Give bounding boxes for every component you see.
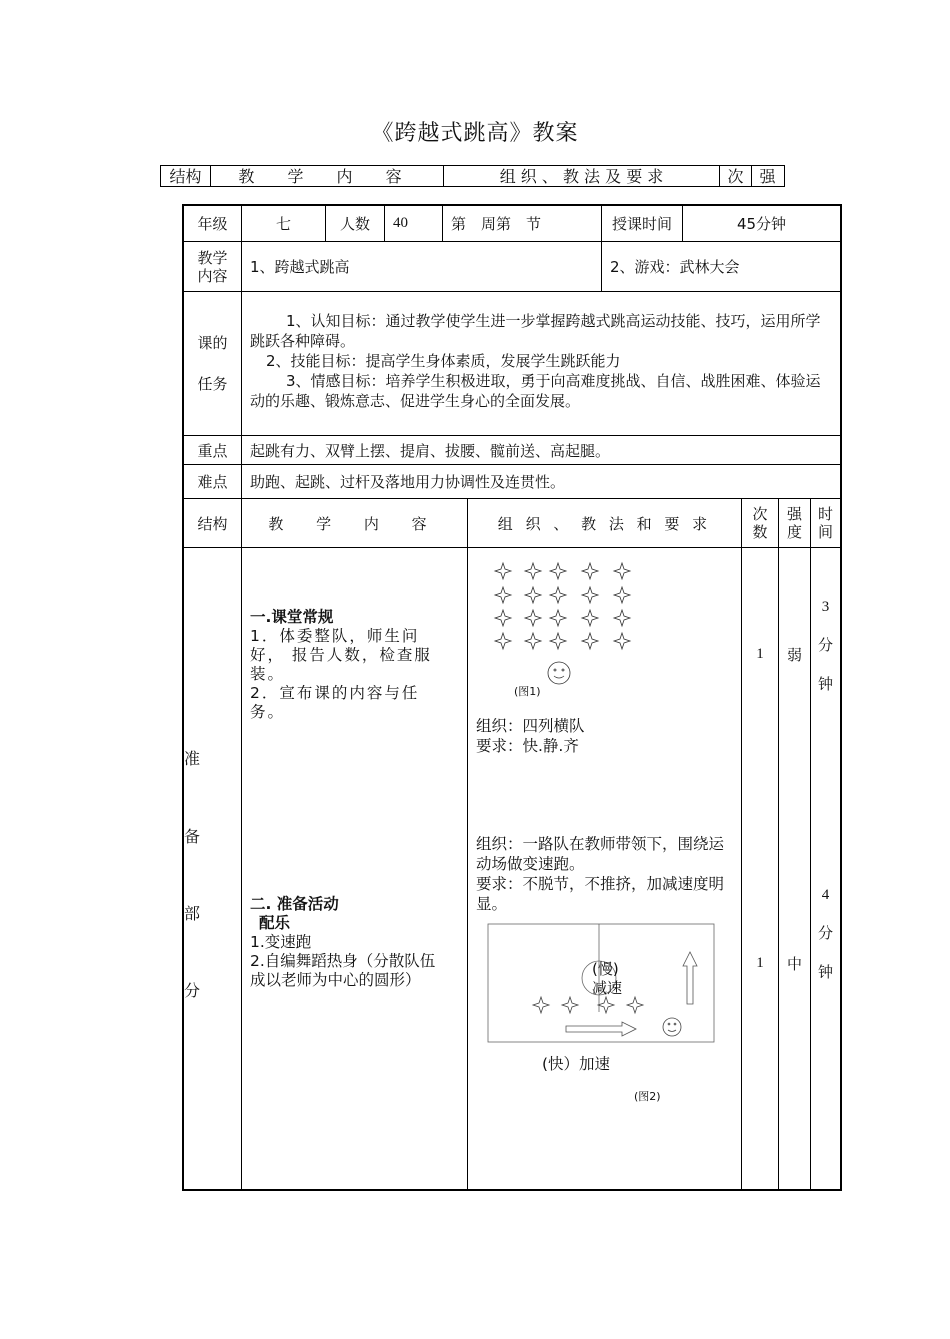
warmup-org-block xyxy=(476,834,738,914)
student-star xyxy=(582,633,598,649)
routine-block xyxy=(250,608,450,722)
warmup-duration-2: 分 xyxy=(817,926,833,942)
student-star xyxy=(495,633,511,649)
teacher-face-icon xyxy=(663,1018,681,1036)
runner-stars xyxy=(533,997,643,1013)
warmup-block xyxy=(250,895,450,990)
warmup-times: 1 xyxy=(756,954,764,971)
student-star xyxy=(550,587,566,603)
figure-1-caption: (图1) xyxy=(514,685,541,698)
strip-content: 教 学 内 容 xyxy=(211,166,444,186)
teaching-content-item-1: 1、跨越式跳高 xyxy=(250,258,350,276)
class-time-value: 45分钟 xyxy=(736,215,787,233)
warmup-duration-3: 钟 xyxy=(817,965,833,981)
strip-intensity: 强 xyxy=(759,167,776,186)
lesson-tasks xyxy=(250,311,834,431)
h2-intensity: 强 度 xyxy=(786,505,802,541)
header-strip xyxy=(160,165,785,187)
task-affective: 3、情感目标：培养学生积极进取，勇于向高难度挑战、自信、战胜困难、体验运动的乐趣、锻炼意志、促进学生身心的全面发展。 xyxy=(250,372,821,410)
strip-structure: 结构 xyxy=(161,166,211,186)
grade-value: 七 xyxy=(275,215,291,233)
strip-method: 组 织 、 教 法 及 要 求 xyxy=(444,166,720,186)
page-title: 《跨越式跳高》教案 xyxy=(371,121,579,146)
student-star xyxy=(614,563,630,579)
difficulty-text: 助跑、起跳、过杆及落地用力协调性及连贯性。 xyxy=(250,473,566,491)
lesson-task-label-1: 课的 xyxy=(197,334,228,352)
strip-times: 次 xyxy=(720,166,752,186)
week-period: 第 周第 节 xyxy=(451,215,542,233)
student-star xyxy=(550,610,566,626)
routine-duration-1: 3 xyxy=(821,599,830,615)
teaching-content-label: 教学 内容 xyxy=(197,248,228,285)
teaching-content-item-2: 2、游戏：武林大会 xyxy=(610,258,740,276)
section-char-1: 准 xyxy=(184,749,201,768)
student-count-value: 40 xyxy=(393,215,408,231)
student-star xyxy=(582,610,598,626)
warmup-item-1: 1.变速跑 xyxy=(250,933,312,951)
routine-heading: 一.课堂常规 xyxy=(250,608,334,626)
class-time-label: 授课时间 xyxy=(611,215,672,233)
routine-org: 组织：四列横队 xyxy=(476,717,585,735)
warmup-item-2: 2.自编舞蹈热身（分散队伍成以老师为中心的圆形） xyxy=(250,952,436,989)
warmup-duration xyxy=(811,876,840,993)
warmup-intensity: 中 xyxy=(786,954,802,973)
four-row-formation xyxy=(495,563,630,649)
routine-duration-3: 钟 xyxy=(817,677,833,693)
task-cognitive: 1、认知目标：通过教学使学生进一步掌握跨越式跳高运动技能、技巧，运用所学跳跃各种障碍。 xyxy=(250,312,821,350)
student-star xyxy=(525,587,541,603)
arrow-up-icon xyxy=(683,952,697,1004)
student-star xyxy=(533,997,549,1013)
student-star xyxy=(495,610,511,626)
student-star xyxy=(562,997,578,1013)
routine-intensity: 弱 xyxy=(786,645,802,664)
routine-duration-2: 分 xyxy=(817,638,833,654)
difficulty-label: 难点 xyxy=(197,473,228,491)
student-star xyxy=(598,997,614,1013)
student-star xyxy=(614,610,630,626)
warmup-duration-1: 4 xyxy=(821,887,830,903)
routine-org-block xyxy=(476,716,736,756)
section-char-3: 部 xyxy=(184,904,201,923)
section-char-2: 备 xyxy=(184,827,201,846)
student-star xyxy=(627,997,643,1013)
slow-label: (慢) xyxy=(592,960,619,978)
student-star xyxy=(550,633,566,649)
decelerate-label: 减速 xyxy=(592,979,623,997)
student-star xyxy=(525,610,541,626)
student-star xyxy=(582,587,598,603)
teacher-face-icon xyxy=(548,662,570,684)
routine-item-2: 2．宣布课的内容与任务。 xyxy=(250,684,420,721)
student-star xyxy=(614,633,630,649)
grade-label: 年级 xyxy=(197,215,228,233)
routine-times: 1 xyxy=(756,645,764,662)
lesson-table xyxy=(182,204,842,1191)
student-star xyxy=(582,563,598,579)
key-points-text: 起跳有力、双臂上摆、提肩、拔腰、髋前送、高起腿。 xyxy=(250,441,611,460)
h2-content: 教 学 内 容 xyxy=(268,514,441,533)
student-star xyxy=(525,633,541,649)
warmup-org: 组织：一路队在教师带领下，围绕运动场做变速跑。 xyxy=(476,835,725,873)
task-skill: 2、技能目标：提高学生身体素质，发展学生跳跃能力 xyxy=(266,352,621,370)
student-star xyxy=(525,563,541,579)
student-count-label: 人数 xyxy=(339,215,370,233)
key-points-label: 重点 xyxy=(197,441,228,460)
warmup-req: 要求：不脱节，不推挤，加减速度明显。 xyxy=(476,875,725,913)
warmup-sub: 配乐 xyxy=(259,914,291,932)
lesson-task-label-2: 任务 xyxy=(197,375,228,393)
fast-accelerate-label: (快）加速 xyxy=(542,1055,611,1073)
student-star xyxy=(550,563,566,579)
h2-duration: 时 间 xyxy=(817,505,833,541)
h2-method: 组 织 、 教 法 和 要 求 xyxy=(497,514,712,533)
student-star xyxy=(614,587,630,603)
figure-2-caption: (图2) xyxy=(634,1090,661,1103)
h2-structure: 结构 xyxy=(197,514,228,533)
routine-item-1: 1．体委整队，师生问好， 报告人数，检查服装。 xyxy=(250,627,432,683)
arrow-right-icon xyxy=(566,1022,636,1036)
section-char-4: 分 xyxy=(184,981,201,1000)
routine-req: 要求：快.静.齐 xyxy=(476,737,579,755)
student-star xyxy=(495,587,511,603)
warmup-heading: 二. 准备活动 xyxy=(250,895,339,913)
student-star xyxy=(495,563,511,579)
lesson-task-label xyxy=(184,292,241,435)
formation-figure xyxy=(484,556,644,686)
routine-duration xyxy=(811,588,840,705)
h2-times: 次 数 xyxy=(752,505,768,541)
